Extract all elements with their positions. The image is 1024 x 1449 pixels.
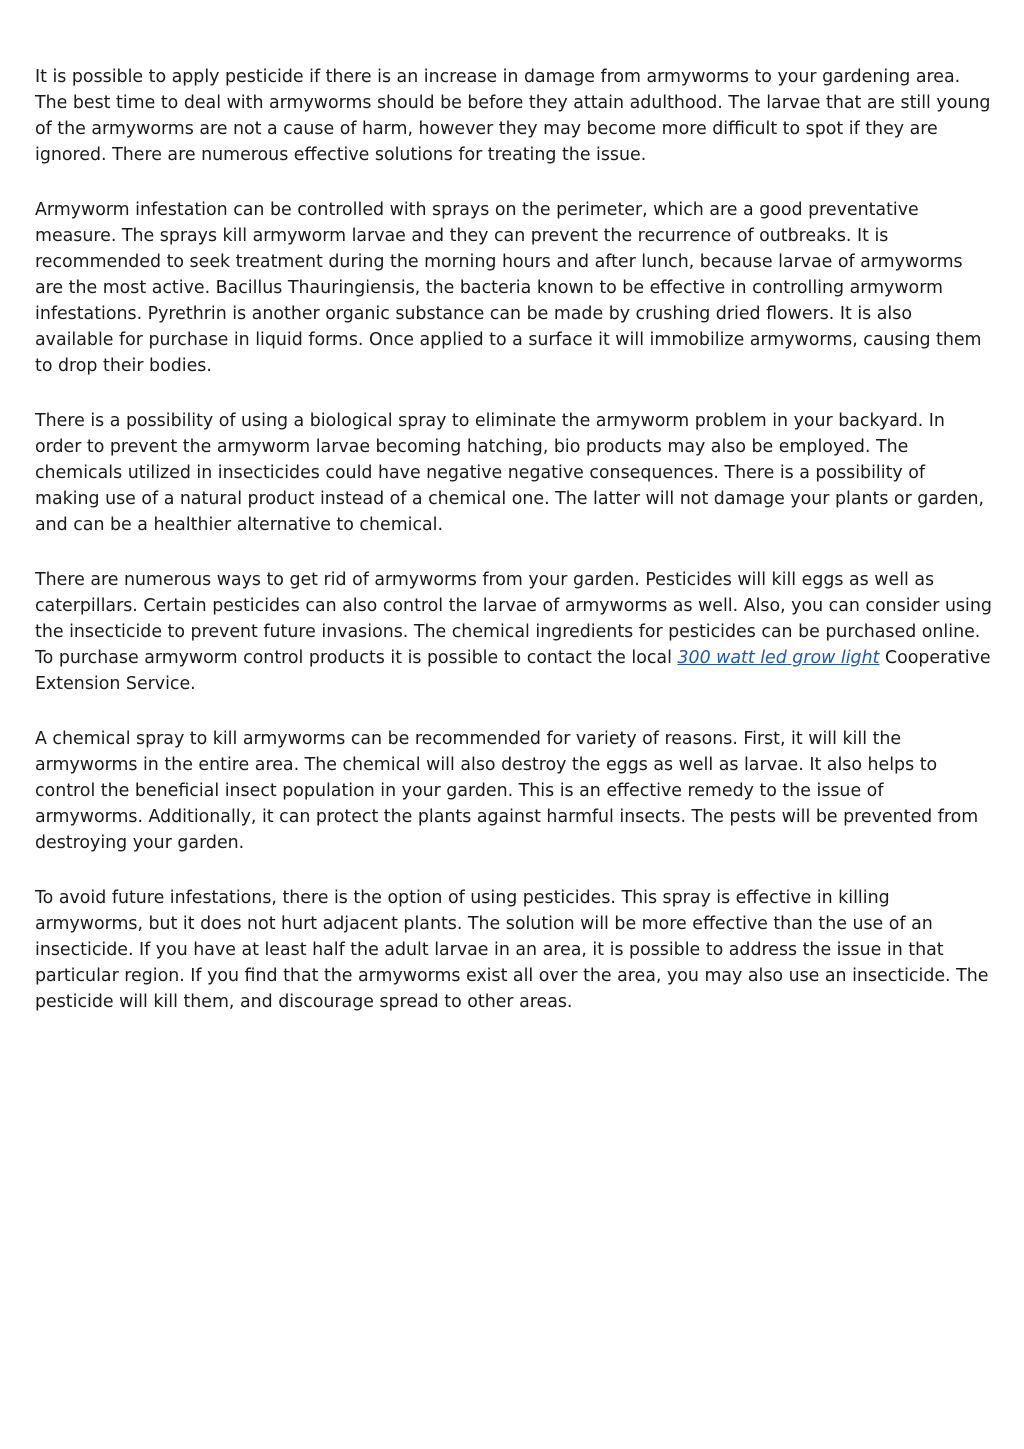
- paragraph-3: There is a possibility of using a biological spray to eliminate the armyworm problem in your backyard. In order to prevent the armyworm larvae becoming hatching, bio products may also be employed. The chemicals utilized in insecticides could have negative negative consequences. There is a possibility of making use of a natural product instead of a chemical one. The latter will not damage your plants or garden, and can be a healthier alternative to chemical.: [35, 411, 985, 535]
- paragraph-4: [35, 567, 995, 697]
- paragraph-6: To avoid future infestations, there is the option of using pesticides. This spray is effective in killing armyworms, but it does not hurt adjacent plants. The solution will be more effective than the use of an insecticide. If you have at least half the adult larvae in an area, it is possible to address the issue in that particular region. If you find that the armyworms exist all over the area, you may also use an insecticide. The pesticide will kill them, and discourage spread to other areas.: [35, 888, 989, 1012]
- paragraph-4-text-after: Cooperative Extension Service.: [35, 648, 991, 694]
- paragraph-2: Armyworm infestation can be controlled with sprays on the perimeter, which are a good preventative measure. The sprays kill armyworm larvae and they can prevent the recurrence of outbreaks. It is recommended to seek treatment during the morning hours and after lunch, because larvae of armyworms are the most active. Bacillus Thauringiensis, the bacteria known to be effective in controlling armyworm infestations. Pyrethrin is another organic substance can be made by crushing dried flowers. It is also available for purchase in liquid forms. Once applied to a surface it will immobilize armyworms, causing them to drop their bodies.: [35, 200, 982, 376]
- document-body: [35, 64, 995, 1044]
- paragraph-5: A chemical spray to kill armyworms can be recommended for variety of reasons. First, it will kill the armyworms in the entire area. The chemical will also destroy the eggs as well as larvae. It also helps to control the beneficial insect population in your garden. This is an effective remedy to the issue of armyworms. Additionally, it can protect the plants against harmful insects. The pests will be prevented from destroying your garden.: [35, 729, 979, 853]
- grow-light-link[interactable]: 300 watt led grow light: [677, 648, 880, 668]
- paragraph-1: It is possible to apply pesticide if there is an increase in damage from armyworms to your gardening area. The best time to deal with armyworms should be before they attain adulthood. The larvae that are still young of the armyworms are not a cause of harm, however they may become more difficult to spot if they are ignored. There are numerous effective solutions for treating the issue.: [35, 67, 991, 165]
- paragraph-4-text-before: There are numerous ways to get rid of armyworms from your garden. Pesticides will kill eggs as well as caterpillars. Certain pesticides can also control the larvae of armyworms as well. Also, you can consider using the insecticide to prevent future invasions. The chemical ingredients for pesticides can be purchased online. To purchase armyworm control products it is possible to contact the local: [35, 570, 992, 668]
